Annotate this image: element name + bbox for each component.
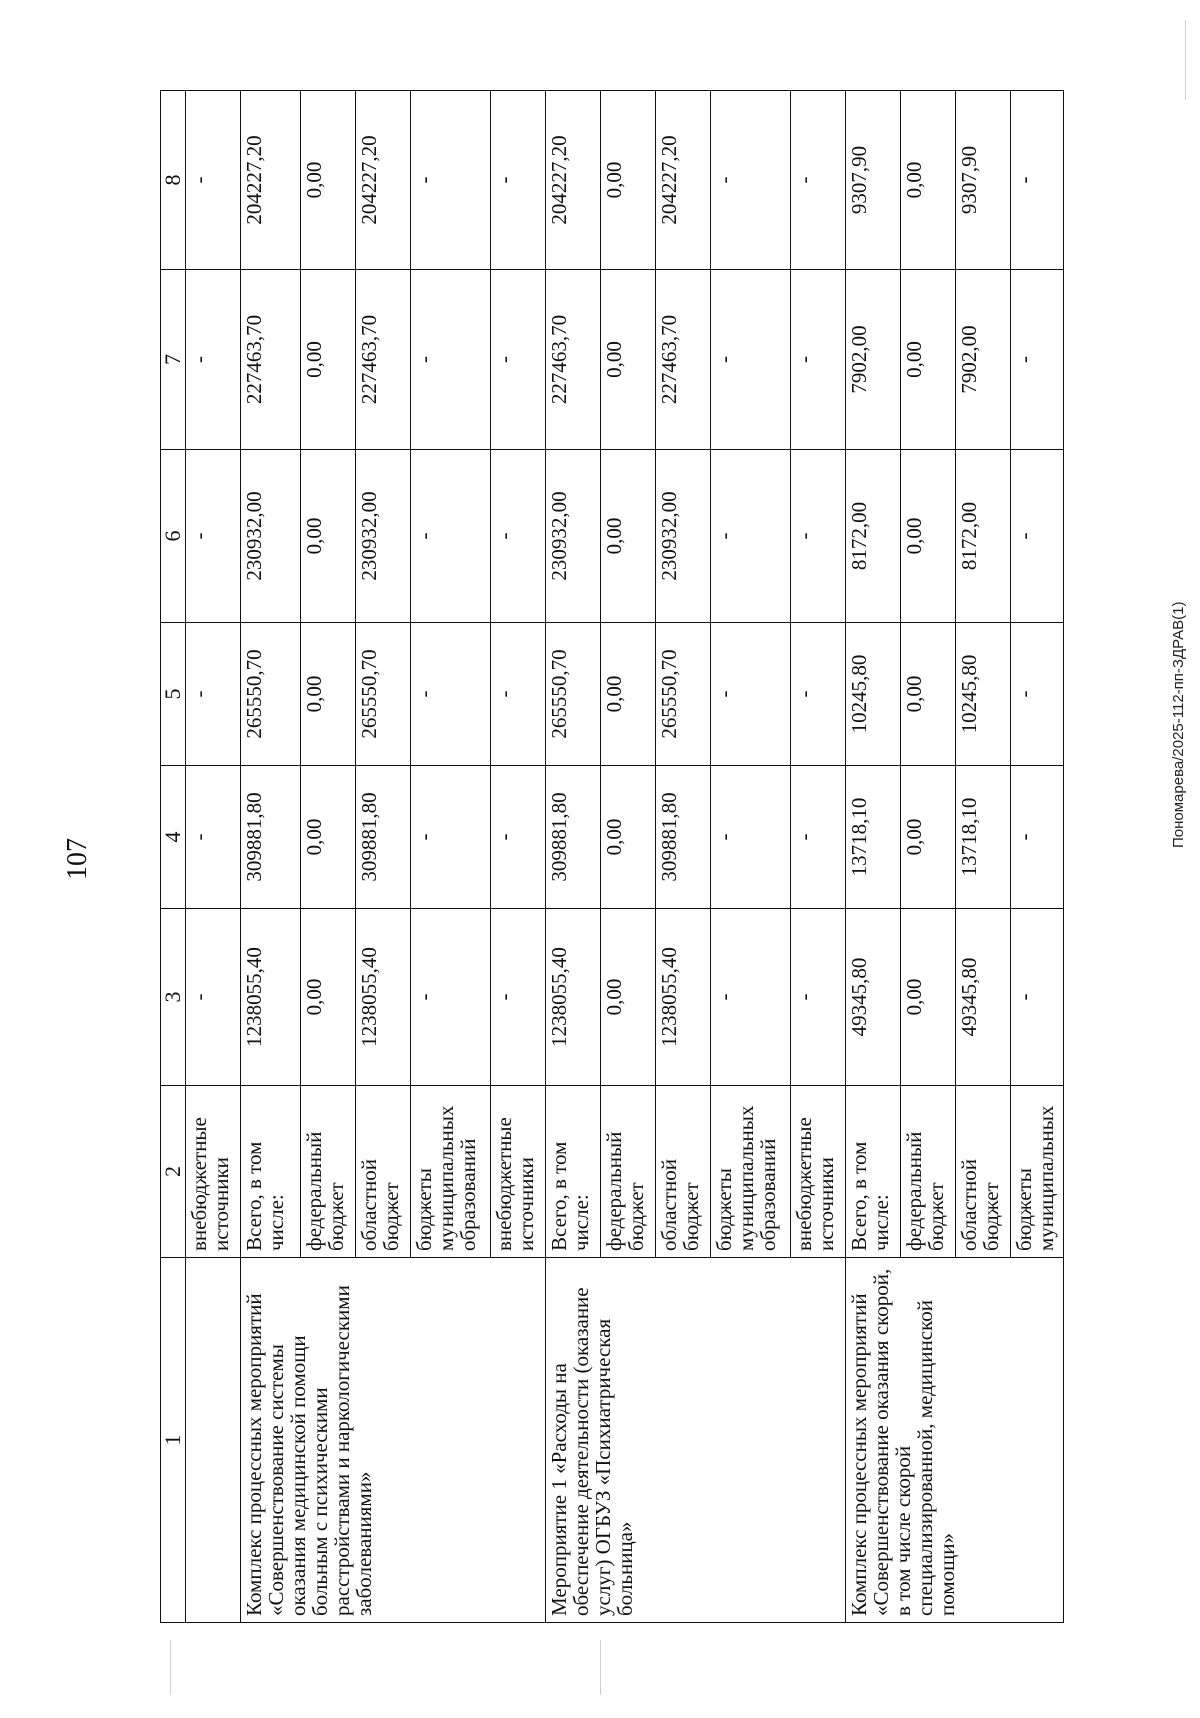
value-cell: 309881,80	[356, 766, 411, 909]
value-cell: 7902,00	[846, 270, 901, 450]
funding-source: областной бюджет	[656, 1086, 711, 1258]
value-cell: 230932,00	[546, 450, 601, 623]
value-cell: 0,00	[301, 623, 356, 766]
value-cell: -	[491, 623, 546, 766]
value-cell: 0,00	[301, 766, 356, 909]
funding-source: бюджеты муниципальных образований	[411, 1086, 491, 1258]
value-cell: 9307,90	[956, 91, 1011, 270]
value-cell: 1238055,40	[546, 909, 601, 1086]
value-cell: 230932,00	[356, 450, 411, 623]
value-cell: 204227,20	[546, 91, 601, 270]
value-cell: 1238055,40	[356, 909, 411, 1086]
value-cell: -	[491, 450, 546, 623]
table-row	[186, 91, 241, 1623]
row-description: Комплекс процессных мероприятий «Совершенствование оказания скорой, в том числе скорой специализированной, медицинской помощи»	[846, 1258, 1064, 1623]
value-cell: -	[791, 623, 846, 766]
header-cell: 4	[161, 766, 186, 909]
row-description: Комплекс процессных мероприятий «Совершенствование системы оказания медицинской помощи больным с психическими расстройствами и наркологическими заболеваниями»	[241, 1258, 546, 1623]
value-cell: 0,00	[301, 450, 356, 623]
value-cell: 0,00	[601, 270, 656, 450]
header-cell: 7	[161, 270, 186, 450]
value-cell: 0,00	[601, 91, 656, 270]
row-description: Мероприятие 1 «Расходы на обеспечение деятельности (оказание услуг) ОГБУЗ «Психиатрическая больница»	[546, 1258, 846, 1623]
value-cell: 13718,10	[956, 766, 1011, 909]
value-cell: 49345,80	[956, 909, 1011, 1086]
value-cell: 227463,70	[356, 270, 411, 450]
funding-source: Всего, в том числе:	[546, 1086, 601, 1258]
value-cell: 0,00	[601, 623, 656, 766]
value-cell: 0,00	[901, 270, 956, 450]
page-number: 107	[62, 838, 93, 880]
value-cell: -	[1011, 909, 1064, 1086]
funding-source: бюджеты муниципальных образований	[711, 1086, 791, 1258]
value-cell: -	[411, 909, 491, 1086]
value-cell: 230932,00	[241, 450, 301, 623]
value-cell: -	[491, 766, 546, 909]
value-cell: 309881,80	[656, 766, 711, 909]
header-cell: 6	[161, 450, 186, 623]
table-row	[241, 91, 301, 1623]
value-cell: -	[1011, 450, 1064, 623]
value-cell: 0,00	[901, 766, 956, 909]
value-cell: 0,00	[601, 766, 656, 909]
value-cell: 230932,00	[656, 450, 711, 623]
value-cell: -	[186, 623, 241, 766]
value-cell: 9307,90	[846, 91, 901, 270]
value-cell: -	[491, 270, 546, 450]
value-cell: 227463,70	[241, 270, 301, 450]
value-cell: 227463,70	[546, 270, 601, 450]
value-cell: 0,00	[901, 909, 956, 1086]
value-cell: 0,00	[901, 450, 956, 623]
value-cell: 0,00	[901, 91, 956, 270]
value-cell: 227463,70	[656, 270, 711, 450]
value-cell: 0,00	[601, 450, 656, 623]
value-cell: 265550,70	[356, 623, 411, 766]
value-cell: -	[411, 91, 491, 270]
value-cell: -	[1011, 270, 1064, 450]
value-cell: 7902,00	[956, 270, 1011, 450]
funding-source: внебюджетные источники	[186, 1086, 241, 1258]
value-cell: 10245,80	[846, 623, 901, 766]
value-cell: 0,00	[901, 623, 956, 766]
value-cell: 309881,80	[241, 766, 301, 909]
budget-table	[160, 90, 1064, 1623]
value-cell: 265550,70	[241, 623, 301, 766]
table-row	[546, 91, 601, 1623]
value-cell: -	[711, 766, 791, 909]
value-cell: 1238055,40	[656, 909, 711, 1086]
value-cell: 204227,20	[241, 91, 301, 270]
table-row	[846, 91, 901, 1623]
value-cell: -	[1011, 623, 1064, 766]
document-footer-code: Пономарева/2025-112-пп-ЗДРАВ(1)	[1170, 601, 1187, 848]
value-cell: -	[711, 623, 791, 766]
value-cell: -	[411, 270, 491, 450]
header-cell: 8	[161, 91, 186, 270]
value-cell: -	[1011, 91, 1064, 270]
value-cell: -	[791, 909, 846, 1086]
value-cell: 0,00	[301, 91, 356, 270]
funding-source: внебюджетные источники	[791, 1086, 846, 1258]
value-cell: -	[711, 450, 791, 623]
value-cell: -	[491, 91, 546, 270]
value-cell: 265550,70	[656, 623, 711, 766]
value-cell: 13718,10	[846, 766, 901, 909]
value-cell: 49345,80	[846, 909, 901, 1086]
value-cell: -	[791, 270, 846, 450]
table-header-row	[161, 91, 186, 1623]
funding-source: федеральный бюджет	[301, 1086, 356, 1258]
value-cell: 8172,00	[846, 450, 901, 623]
value-cell: 0,00	[301, 270, 356, 450]
funding-source: областной бюджет	[956, 1086, 1011, 1258]
value-cell: 8172,00	[956, 450, 1011, 623]
funding-source: федеральный бюджет	[901, 1086, 956, 1258]
value-cell: -	[411, 766, 491, 909]
value-cell: 204227,20	[356, 91, 411, 270]
value-cell: -	[186, 270, 241, 450]
value-cell: -	[711, 909, 791, 1086]
value-cell: -	[791, 91, 846, 270]
funding-source: областной бюджет	[356, 1086, 411, 1258]
header-cell: 5	[161, 623, 186, 766]
value-cell: -	[186, 766, 241, 909]
funding-source: внебюджетные источники	[491, 1086, 546, 1258]
value-cell: -	[411, 450, 491, 623]
funding-source: Всего, в том числе:	[241, 1086, 301, 1258]
value-cell: 309881,80	[546, 766, 601, 909]
value-cell: 265550,70	[546, 623, 601, 766]
value-cell: -	[491, 909, 546, 1086]
header-cell: 2	[161, 1086, 186, 1258]
value-cell: -	[791, 766, 846, 909]
value-cell: -	[711, 91, 791, 270]
header-cell: 3	[161, 909, 186, 1086]
value-cell: -	[791, 450, 846, 623]
funding-source: Всего, в том числе:	[846, 1086, 901, 1258]
value-cell: -	[711, 270, 791, 450]
row-description	[186, 1258, 241, 1623]
value-cell: -	[411, 623, 491, 766]
value-cell: 0,00	[301, 909, 356, 1086]
value-cell: 1238055,40	[241, 909, 301, 1086]
value-cell: -	[186, 909, 241, 1086]
funding-source: федеральный бюджет	[601, 1086, 656, 1258]
value-cell: 10245,80	[956, 623, 1011, 766]
header-cell: 1	[161, 1258, 186, 1623]
value-cell: 204227,20	[656, 91, 711, 270]
value-cell: -	[1011, 766, 1064, 909]
value-cell: -	[186, 450, 241, 623]
value-cell: 0,00	[601, 909, 656, 1086]
funding-source: бюджеты муниципальных	[1011, 1086, 1064, 1258]
value-cell: -	[186, 91, 241, 270]
